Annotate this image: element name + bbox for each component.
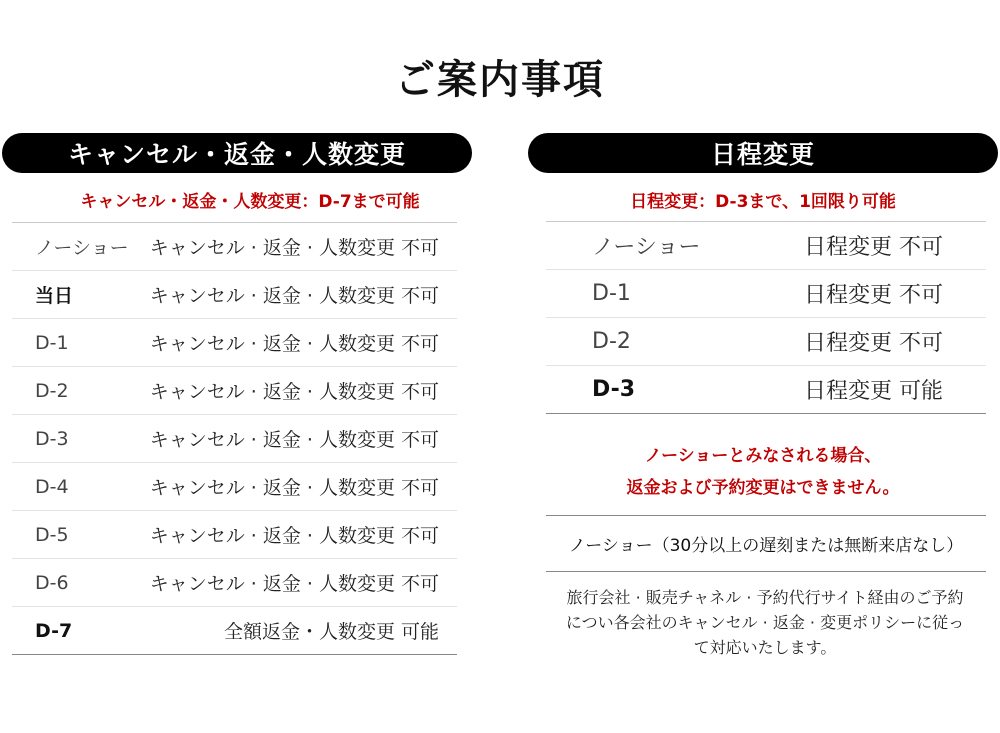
row-day: D-2 — [35, 379, 69, 402]
schedule-policy-table — [546, 221, 986, 414]
table-row — [12, 463, 457, 511]
row-day: D-1 — [592, 281, 631, 306]
row-day: D-6 — [35, 571, 69, 594]
noshow-definition — [546, 515, 986, 572]
row-status: 日程変更 不可 — [804, 283, 943, 308]
row-status: キャンセル · 返金 · 人数変更 不可 — [149, 525, 439, 547]
noshow-warning-line2: 返金および予約変更はできません。 — [626, 478, 900, 498]
row-status: キャンセル · 返金 · 人数変更 不可 — [149, 381, 439, 403]
row-status: キャンセル · 返金 · 人数変更 不可 — [149, 429, 439, 451]
table-row — [12, 223, 457, 271]
row-status: キャンセル · 返金 · 人数変更 不可 — [149, 333, 439, 355]
row-day: 当日 — [35, 285, 74, 307]
agency-policy-note — [540, 585, 990, 660]
schedule-change-header: 日程変更 — [528, 133, 998, 173]
table-row — [12, 415, 457, 463]
row-status: キャンセル · 返金 · 人数変更 不可 — [149, 573, 439, 595]
row-status: キャンセル · 返金 · 人数変更 不可 — [149, 237, 439, 259]
row-day: ノーショー — [35, 237, 129, 259]
table-row — [12, 367, 457, 415]
cancel-policy-table — [12, 222, 457, 655]
row-status: 全額返金・人数変更 可能 — [223, 621, 439, 643]
noshow-warning-line1: ノーショーとみなされる場合、 — [644, 446, 882, 466]
row-status: 日程変更 不可 — [804, 235, 943, 260]
row-day: D-4 — [35, 475, 69, 498]
table-row — [546, 222, 986, 270]
row-day: D-1 — [35, 331, 69, 354]
schedule-policy-note: 日程変更：D-3まで、1回限り可能 — [630, 192, 896, 212]
table-row — [546, 366, 986, 414]
cancel-policy-note: キャンセル・返金・人数変更：D-7まで可能 — [80, 192, 420, 212]
row-status: キャンセル · 返金 · 人数変更 不可 — [149, 477, 439, 499]
row-status: 日程変更 不可 — [804, 331, 943, 356]
row-day: D-3 — [592, 377, 636, 402]
row-status: 日程変更 可能 — [804, 379, 943, 404]
noshow-definition-text: ノーショー（30分以上の遅刻または無断来店なし） — [568, 536, 964, 556]
table-row — [12, 271, 457, 319]
agency-line: 旅行会社 · 販売チャネル · 予約代行サイト経由のご予約 — [566, 588, 964, 607]
row-day: D-3 — [35, 427, 69, 450]
table-row — [12, 607, 457, 655]
noshow-warning — [528, 440, 998, 504]
table-row — [12, 559, 457, 607]
row-status: キャンセル · 返金 · 人数変更 不可 — [149, 285, 439, 307]
row-day: ノーショー — [592, 235, 701, 260]
agency-line: につい各会社のキャンセル · 返金 · 変更ポリシーに従っ — [565, 613, 965, 632]
table-row — [546, 270, 986, 318]
table-row — [546, 318, 986, 366]
table-row — [12, 511, 457, 559]
cancel-refund-header: キャンセル・返金・人数変更 — [2, 133, 472, 173]
row-day: D-7 — [35, 619, 73, 642]
agency-line: て対応いたします。 — [693, 638, 837, 657]
row-day: D-2 — [592, 329, 631, 354]
row-day: D-5 — [35, 523, 69, 546]
page-title: ご案内事項 — [395, 57, 605, 103]
table-row — [12, 319, 457, 367]
